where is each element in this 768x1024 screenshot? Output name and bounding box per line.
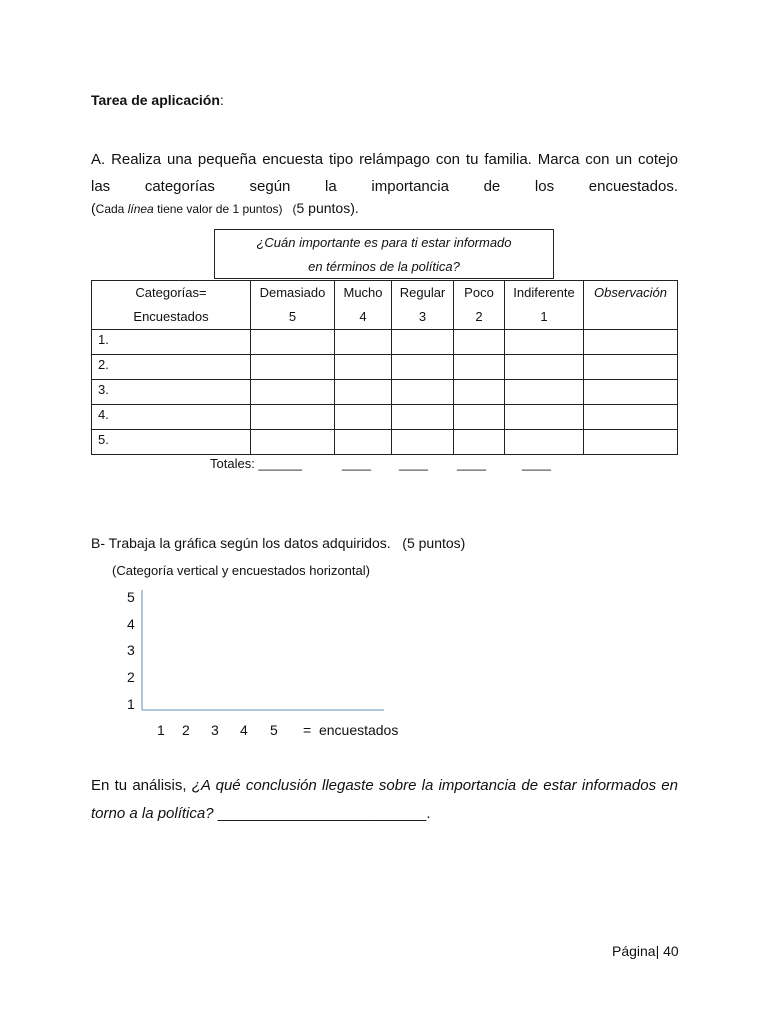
header-line2: 4	[359, 309, 367, 324]
note-italic: línea	[127, 202, 154, 216]
table-cell[interactable]	[392, 405, 454, 430]
table-cell[interactable]	[335, 430, 392, 455]
table-row	[92, 330, 678, 355]
header-line1: Mucho	[343, 285, 383, 300]
chart-axes[interactable]	[138, 588, 388, 714]
page-title	[91, 92, 224, 108]
analysis-question	[91, 772, 678, 828]
table-cell[interactable]	[505, 405, 584, 430]
table-cell[interactable]	[505, 380, 584, 405]
row-label: 3.	[92, 380, 251, 405]
header-line2: 2	[475, 309, 483, 324]
table-cell[interactable]	[454, 355, 505, 380]
section-a-points: 5 puntos).	[296, 200, 359, 216]
header-observacion	[584, 281, 678, 330]
header-demasiado	[251, 281, 335, 330]
x-tick-label: 3	[211, 722, 219, 738]
note-open: (	[91, 200, 96, 216]
x-tick-label: 4	[240, 722, 248, 738]
header-line1: Demasiado	[259, 285, 326, 300]
question-line-1: ¿Cuán importante es para ti estar informado	[256, 235, 512, 250]
header-line2: Encuestados	[133, 309, 209, 324]
table-row	[92, 355, 678, 380]
title-suffix: :	[219, 92, 224, 108]
points-open: (	[292, 202, 297, 216]
title-bold: Tarea de aplicación	[91, 92, 220, 108]
row-label: 5.	[92, 430, 251, 455]
header-indiferente	[505, 281, 584, 330]
y-tick-label: 5	[127, 589, 135, 605]
header-line1: Categorías=	[135, 285, 207, 300]
table-cell[interactable]	[454, 330, 505, 355]
table-cell[interactable]	[584, 355, 678, 380]
header-categorias	[92, 281, 251, 330]
table-cell[interactable]	[251, 380, 335, 405]
table-cell[interactable]	[454, 380, 505, 405]
y-tick-label: 3	[127, 642, 135, 658]
survey-table	[91, 280, 678, 455]
section-b-subtext: (Categoría vertical y encuestados horizontal)	[112, 563, 370, 578]
totales-blank: ____	[457, 456, 486, 471]
header-line2: 3	[418, 309, 427, 324]
table-cell[interactable]	[251, 430, 335, 455]
table-cell[interactable]	[251, 405, 335, 430]
table-cell[interactable]	[584, 430, 678, 455]
header-line1: Regular	[399, 285, 446, 300]
table-row	[92, 405, 678, 430]
totales-blank: ____	[399, 456, 428, 471]
table-row	[92, 380, 678, 405]
header-line2: 1	[540, 309, 548, 324]
table-header-row	[92, 281, 678, 330]
row-label: 4.	[92, 405, 251, 430]
table-cell[interactable]	[335, 405, 392, 430]
header-line1: Poco	[464, 285, 494, 300]
totales-label: Totales: ______	[210, 456, 302, 471]
x-axis-label: = encuestados	[303, 722, 399, 738]
header-regular	[392, 281, 454, 330]
note-pre: Cada	[95, 202, 128, 216]
row-label: 2.	[92, 355, 251, 380]
table-cell[interactable]	[335, 380, 392, 405]
header-mucho	[335, 281, 392, 330]
row-label: 1.	[92, 330, 251, 355]
survey-question-box	[214, 229, 554, 279]
section-a-note	[91, 200, 359, 216]
table-cell[interactable]	[251, 355, 335, 380]
table-cell[interactable]	[335, 330, 392, 355]
section-a-instructions: A. Realiza una pequeña encuesta tipo relámpago con tu familia. Marca con un cotejo las categorías según la importancia de los encuestados.	[91, 151, 678, 195]
table-cell[interactable]	[584, 405, 678, 430]
table-cell[interactable]	[335, 355, 392, 380]
table-cell[interactable]	[392, 330, 454, 355]
table-cell[interactable]	[584, 380, 678, 405]
section-b-instructions: B- Trabaja la gráfica según los datos adquiridos. (5 puntos)	[91, 535, 466, 551]
y-tick-label: 1	[127, 696, 135, 712]
table-cell[interactable]	[505, 355, 584, 380]
table-cell[interactable]	[454, 430, 505, 455]
table-cell[interactable]	[584, 330, 678, 355]
analysis-question-text: ¿A qué conclusión llegaste sobre la importancia de estar informados en torno a la política?	[91, 777, 678, 822]
header-poco	[454, 281, 505, 330]
x-tick-label: 2	[182, 722, 190, 738]
page-number: Página| 40	[612, 943, 679, 959]
x-tick-label: 5	[270, 722, 278, 738]
question-line-2: en términos de la política?	[308, 259, 460, 274]
table-cell[interactable]	[454, 405, 505, 430]
table-cell[interactable]	[392, 430, 454, 455]
analysis-end: .	[426, 805, 431, 822]
table-cell[interactable]	[392, 380, 454, 405]
table-row	[92, 430, 678, 455]
note-post: tiene valor de 1 puntos)	[153, 202, 283, 216]
totales-blank: ____	[342, 456, 371, 471]
totales-blank: ____	[522, 456, 551, 471]
header-line2: 5	[288, 309, 297, 324]
header-line1: Observación	[594, 285, 667, 300]
y-tick-label: 4	[127, 616, 135, 632]
analysis-answer-blank[interactable]: _________________________	[213, 805, 427, 822]
table-cell[interactable]	[505, 330, 584, 355]
y-tick-label: 2	[127, 669, 135, 685]
table-cell[interactable]	[392, 355, 454, 380]
header-line1: Indiferente	[513, 285, 575, 300]
x-tick-label: 1	[157, 722, 165, 738]
table-cell[interactable]	[505, 430, 584, 455]
analysis-pre: En tu análisis,	[91, 777, 192, 794]
table-cell[interactable]	[251, 330, 335, 355]
